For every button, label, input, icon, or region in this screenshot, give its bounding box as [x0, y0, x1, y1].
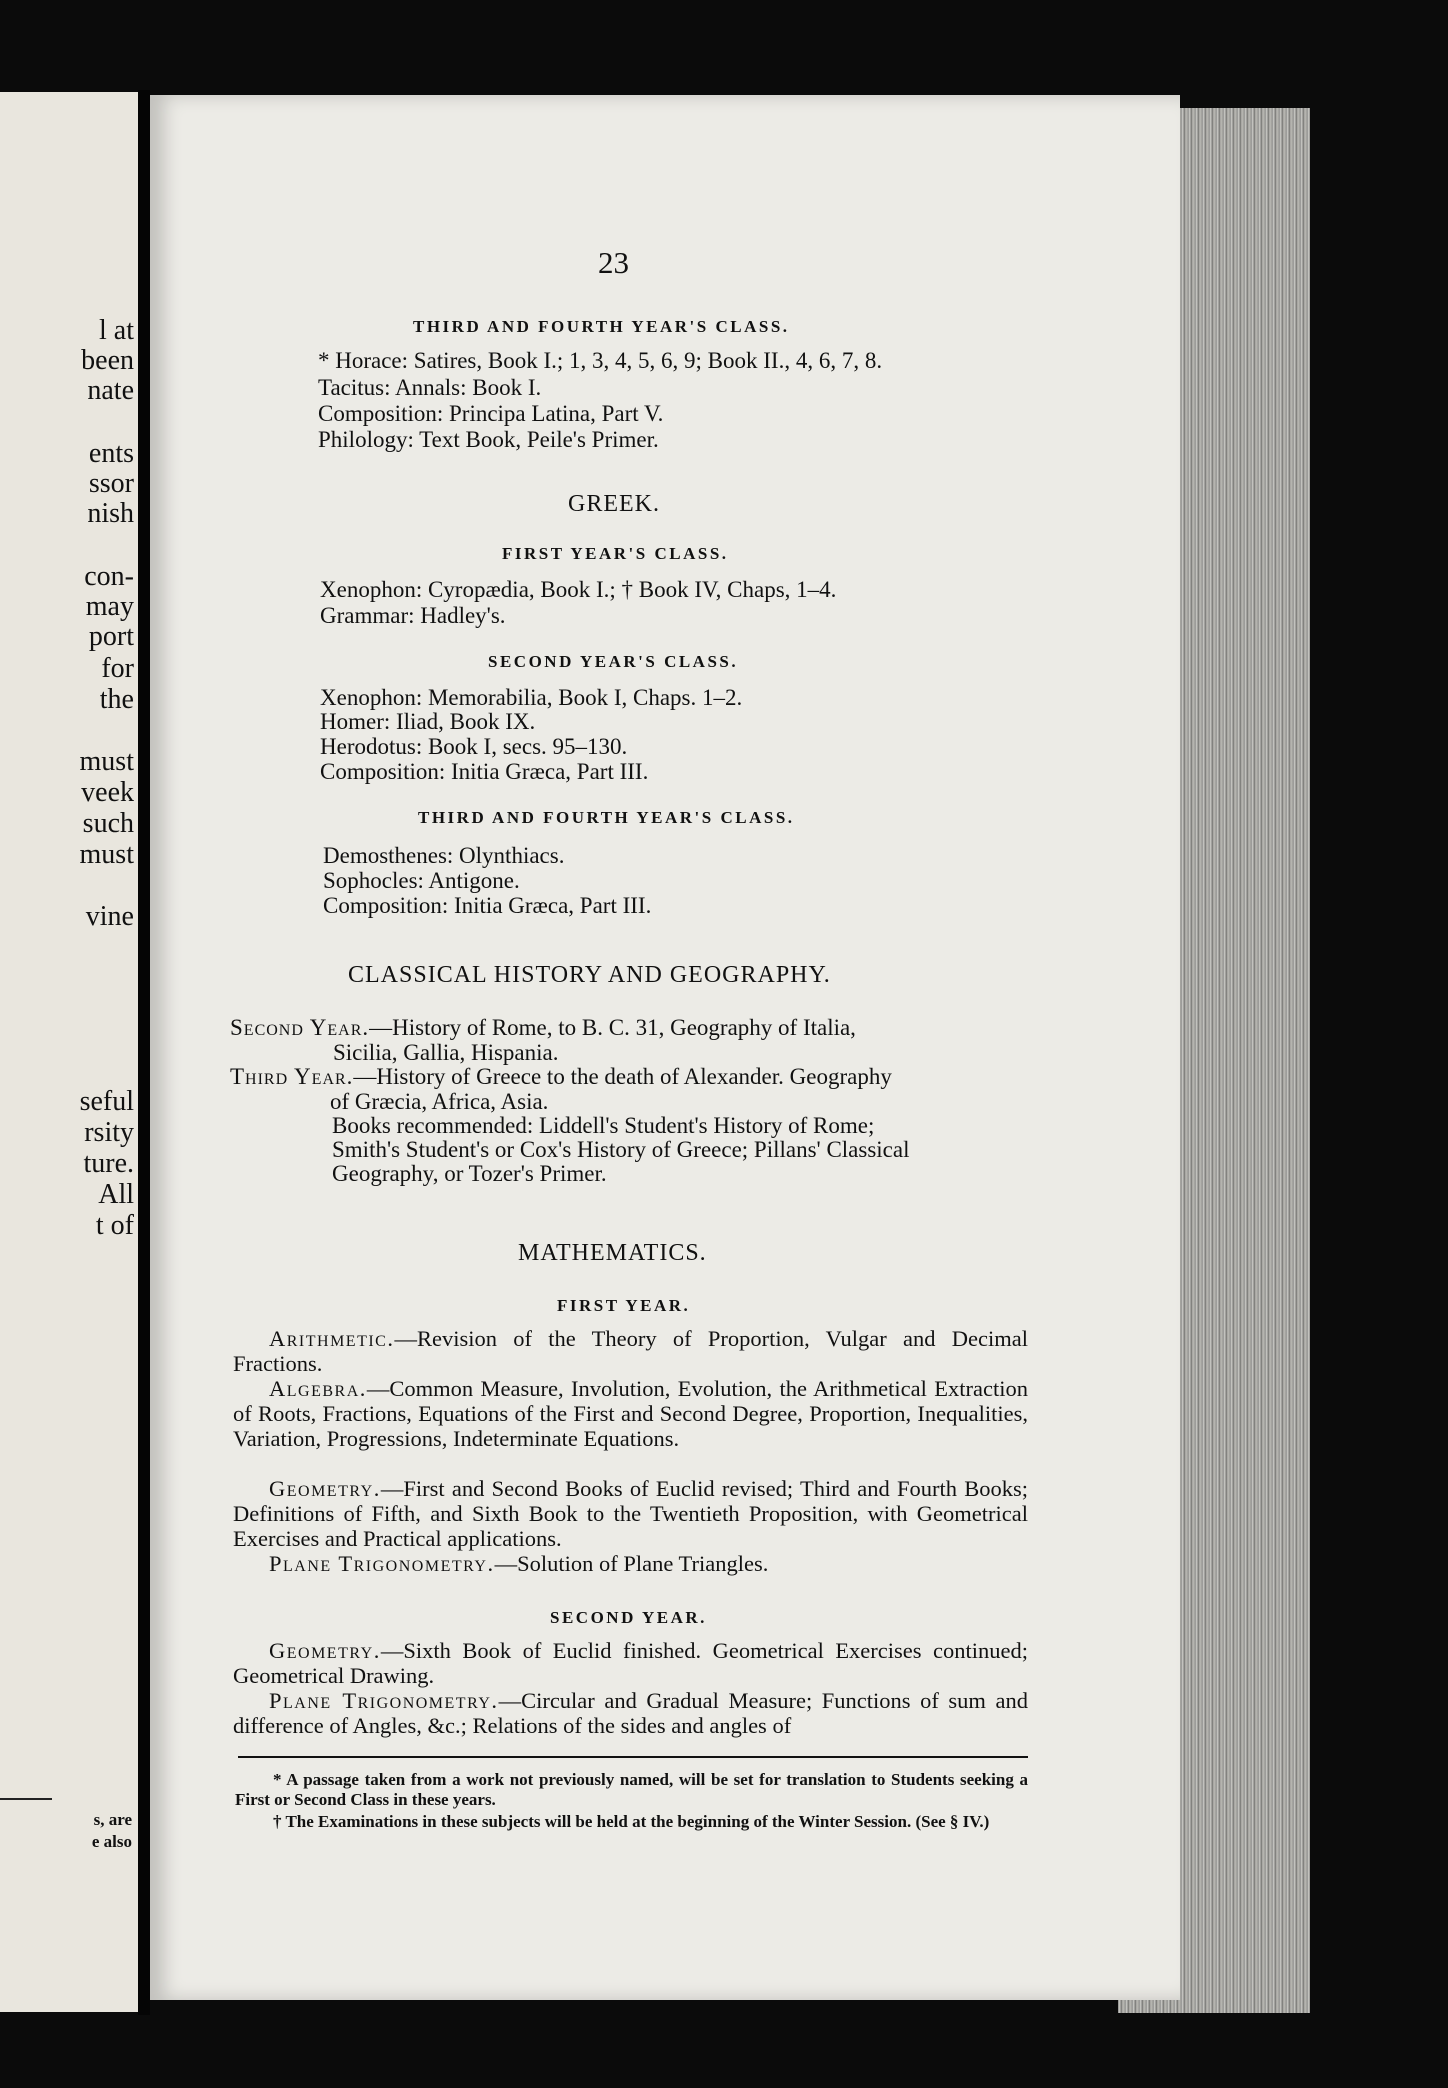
greek-first-heading: FIRST YEAR'S CLASS. [502, 544, 729, 563]
left-fragment: must [79, 746, 134, 777]
greek-second-line: Xenophon: Memorabilia, Book I, Chaps. 1–2. [320, 685, 743, 710]
plane-trigonometry-text: —Solution of Plane Triangles. [494, 1551, 769, 1576]
history-books-line: Geography, or Tozer's Primer. [332, 1161, 607, 1186]
latin-line: Tacitus: Annals: Book I. [318, 375, 542, 400]
algebra-label: Algebra. [269, 1376, 367, 1401]
greek-second-line: Herodotus: Book I, secs. 95–130. [320, 734, 628, 759]
history-third-cont: of Græcia, Africa, Asia. [330, 1089, 549, 1114]
latin-line: Composition: Principa Latina, Part V. [318, 401, 664, 426]
latin-line: * Horace: Satires, Book I.; 1, 3, 4, 5, 6, 9; Book II., 4, 6, 7, 8. [318, 348, 883, 373]
left-fragment: vine [85, 901, 134, 932]
plane-trigonometry-label: Plane Trigonometry. [269, 1551, 495, 1576]
algebra-paragraph [233, 1376, 1028, 1451]
second-year-text: —History of Rome, to B. C. 31, Geography of Italia, [369, 1015, 856, 1040]
plane-trigonometry-text: —Circular and Gradual Measure; Functions of sum and difference of Angles, &c.; Relations of the sides and angles of [233, 1688, 1029, 1738]
third-year-label: Third Year. [230, 1064, 354, 1089]
greek-third-line: Sophocles: Antigone. [323, 868, 520, 893]
left-fragment: ents [88, 438, 134, 469]
left-fragment: l at [99, 315, 134, 346]
greek-second-heading: SECOND YEAR'S CLASS. [488, 652, 739, 671]
left-fragment: the [99, 684, 134, 715]
geometry-second-paragraph [233, 1638, 1028, 1688]
left-fragment: such [82, 808, 134, 839]
plane-trigonometry-label: Plane Trigonometry. [269, 1688, 499, 1713]
history-third-year [230, 1064, 892, 1089]
left-fragment: ture. [83, 1148, 134, 1179]
left-fragment: must [79, 839, 134, 870]
geometry-label: Geometry. [269, 1476, 381, 1501]
left-fragment: veek [81, 777, 134, 808]
history-second-cont: Sicilia, Gallia, Hispania. [333, 1040, 559, 1065]
greek-second-line: Homer: Iliad, Book IX. [320, 709, 536, 734]
greek-first-line: Grammar: Hadley's. [320, 603, 506, 628]
math-second-heading: SECOND YEAR. [550, 1608, 707, 1627]
geometry-first-paragraph [233, 1476, 1028, 1551]
greek-first-line: Xenophon: Cyropædia, Book I.; † Book IV, Chaps, 1–4. [320, 577, 837, 602]
book-gutter [138, 90, 150, 2015]
left-footnote-fragment: s, are [93, 1810, 132, 1829]
footnote-star: * A passage taken from a work not previously named, will be set for translation to Students seeking a First or Second Class in these years. [235, 1770, 1028, 1809]
left-fragment: port [88, 621, 134, 652]
left-fragment: rsity [84, 1117, 134, 1148]
left-fragment: seful [79, 1086, 134, 1117]
arithmetic-text: —Revision of the Theory of Proportion, Vulgar and Decimal Fractions. [233, 1326, 1028, 1376]
greek-third-line: Demosthenes: Olynthiacs. [323, 843, 565, 868]
latin-line: Philology: Text Book, Peile's Primer. [318, 427, 659, 452]
history-books-line: Smith's Student's or Cox's History of Greece; Pillans' Classical [332, 1137, 910, 1162]
mathematics-title: MATHEMATICS. [518, 1240, 707, 1266]
left-fragment: All [98, 1179, 134, 1210]
footnote-rule [238, 1756, 1028, 1758]
history-books-line: Books recommended: Liddell's Student's History of Rome; [332, 1113, 875, 1138]
arithmetic-paragraph [233, 1326, 1028, 1376]
left-fragment: may [85, 591, 134, 622]
left-fragment: been [81, 345, 134, 376]
greek-title: GREEK. [568, 491, 660, 517]
left-fragment: nate [87, 375, 134, 406]
geometry-text: —Sixth Book of Euclid finished. Geometrical Exercises continued; Geometrical Drawing. [233, 1638, 1028, 1688]
third-year-text: —History of Greece to the death of Alexander. Geography [353, 1064, 892, 1089]
geometry-label: Geometry. [269, 1638, 381, 1663]
greek-third-heading: THIRD AND FOURTH YEAR'S CLASS. [418, 808, 795, 827]
history-second-year [230, 1015, 856, 1040]
greek-second-line: Composition: Initia Græca, Part III. [320, 759, 649, 784]
left-footnote-rule [0, 1798, 52, 1800]
left-fragment: ssor [88, 468, 134, 499]
page-number: 23 [598, 245, 629, 280]
left-footnote-fragment: e also [91, 1832, 132, 1851]
left-fragment: for [101, 653, 134, 684]
left-fragment: nish [87, 498, 134, 529]
arithmetic-label: Arithmetic. [269, 1326, 395, 1351]
left-fragment: con- [84, 561, 134, 592]
trigonometry-second-paragraph [233, 1688, 1028, 1738]
previous-page-fragment [0, 92, 138, 2012]
latin-third-fourth-heading: THIRD AND FOURTH YEAR'S CLASS. [413, 317, 790, 336]
second-year-label: Second Year. [230, 1015, 370, 1040]
footnote-dagger: † The Examinations in these subjects will be held at the beginning of the Winter Session. (See § IV.) [273, 1812, 990, 1831]
left-fragment: t of [95, 1210, 134, 1241]
geometry-text: —First and Second Books of Euclid revised; Third and Fourth Books; Definitions of Fifth, and Sixth Book to the Twentieth Proposition, with Geometrical Exercises and Practical applications. [233, 1476, 1028, 1551]
greek-third-line: Composition: Initia Græca, Part III. [323, 893, 652, 918]
algebra-text: —Common Measure, Involution, Evolution, the Arithmetical Extraction of Roots, Fractions, Equations of the First and Second Degree, Proportion, Inequalities, Variation, Progressions, Indeterminate Equations. [233, 1376, 1028, 1451]
math-first-heading: FIRST YEAR. [557, 1296, 691, 1315]
history-title: CLASSICAL HISTORY AND GEOGRAPHY. [348, 962, 831, 988]
trigonometry-first-paragraph [233, 1551, 1028, 1576]
